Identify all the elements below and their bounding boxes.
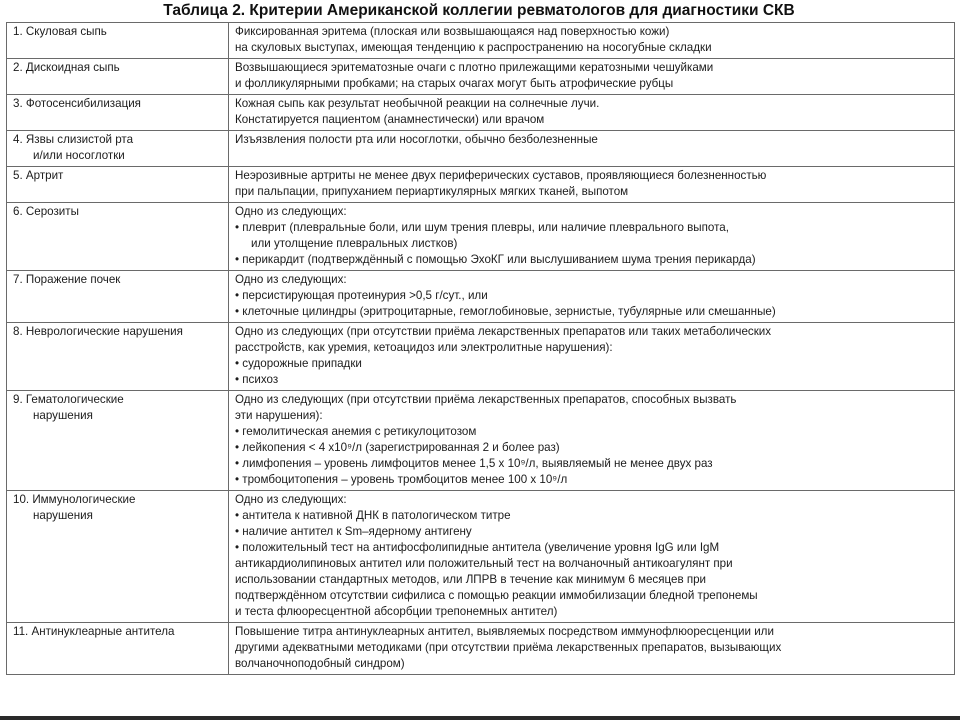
criteria-row: [7, 203, 955, 271]
criterion-description-line: • клеточные цилиндры (эритроцитарные, гемоглобиновые, зернистые, тубулярные или смешанные): [235, 305, 776, 318]
criterion-description-cell: [229, 23, 955, 59]
criterion-description-line: Неэрозивные артриты не менее двух периферических суставов, проявляющиеся болезненностью: [235, 169, 767, 182]
criteria-row: [7, 323, 955, 391]
criterion-description-line: • положительный тест на антифосфолипидные антитела (увеличение уровня IgG или IgM: [235, 541, 720, 554]
criteria-row: [7, 623, 955, 675]
criteria-row: [7, 491, 955, 623]
criterion-name: 11. Антинуклеарные антитела: [13, 625, 175, 638]
criterion-description-line: или утолщение плевральных листков): [251, 237, 458, 250]
criterion-description-line: • лимфопения – уровень лимфоцитов менее 1,5 x 10⁹/л, выявляемый не менее двух раз: [235, 457, 713, 470]
criterion-description-line: Констатируется пациентом (анамнестически) или врачом: [235, 113, 545, 126]
criterion-name: 3. Фотосенсибилизация: [13, 97, 141, 110]
criterion-name: и/или носоглотки: [33, 149, 125, 162]
criterion-description-line: Одно из следующих:: [235, 205, 347, 218]
criterion-description-line: и теста флюоресцентной абсорбции трепонемных антител): [235, 605, 558, 618]
criterion-description-line: Изъязвления полости рта или носоглотки, обычно безболезненные: [235, 133, 598, 146]
criterion-description-line: Кожная сыпь как результат необычной реакции на солнечные лучи.: [235, 97, 600, 110]
criterion-name: 5. Артрит: [13, 169, 64, 182]
criterion-description-cell: [229, 323, 955, 391]
criterion-name-cell: [7, 623, 229, 675]
criterion-description-line: Одно из следующих:: [235, 493, 347, 506]
criterion-description-line: • гемолитическая анемия с ретикулоцитозом: [235, 425, 477, 438]
criterion-name-cell: [7, 131, 229, 167]
criteria-row: [7, 131, 955, 167]
criterion-description-cell: [229, 491, 955, 623]
criterion-description-line: и фолликулярными пробками; на старых очагах могут быть атрофические рубцы: [235, 77, 674, 90]
criterion-description-line: на скуловых выступах, имеющая тенденцию к распространению на носогубные складки: [235, 41, 712, 54]
criteria-row: [7, 23, 955, 59]
criteria-row: [7, 59, 955, 95]
criterion-name: 7. Поражение почек: [13, 273, 121, 286]
criterion-description-line: подтверждённом отсутствии сифилиса с помощью реакции иммобилизации бледной трепонемы: [235, 589, 758, 602]
criterion-name-cell: [7, 95, 229, 131]
bottom-border: [0, 716, 960, 720]
criterion-description-line: • наличие антител к Sm–ядерному антигену: [235, 525, 472, 538]
criterion-name: 8. Неврологические нарушения: [13, 325, 183, 338]
criterion-description-line: • психоз: [235, 373, 279, 386]
criterion-description-cell: [229, 167, 955, 203]
criterion-description-line: волчаночноподобный синдром): [235, 657, 405, 670]
criterion-description-cell: [229, 131, 955, 167]
criteria-table-body: [7, 23, 955, 675]
criteria-row: [7, 391, 955, 491]
criteria-table: [6, 22, 955, 675]
criterion-description-line: • плеврит (плевральные боли, или шум трения плевры, или наличие плеврального выпота,: [235, 221, 729, 234]
criterion-name: 10. Иммунологические: [13, 493, 136, 506]
criterion-name: нарушения: [33, 509, 93, 522]
criterion-name-cell: [7, 59, 229, 95]
criterion-description-line: расстройств, как уремия, кетоацидоз или электролитные нарушения):: [235, 341, 613, 354]
criterion-description-line: эти нарушения):: [235, 409, 323, 422]
criterion-description-cell: [229, 95, 955, 131]
criterion-description-line: Одно из следующих:: [235, 273, 347, 286]
criterion-description-cell: [229, 203, 955, 271]
criterion-name-cell: [7, 203, 229, 271]
criteria-row: [7, 95, 955, 131]
criterion-name: 1. Скуловая сыпь: [13, 25, 107, 38]
criterion-name-cell: [7, 391, 229, 491]
criterion-description-cell: [229, 391, 955, 491]
criterion-description-line: • персистирующая протеинурия >0,5 г/сут., или: [235, 289, 488, 302]
criterion-name-cell: [7, 491, 229, 623]
criterion-description-line: антикардиолипиновых антител или положительный тест на волчаночный антикоагулянт при: [235, 557, 733, 570]
criterion-description-line: Одно из следующих (при отсутствии приёма лекарственных препаратов или таких метаболических: [235, 325, 772, 338]
criterion-description-line: • тромбоцитопения – уровень тромбоцитов менее 100 x 10⁹/л: [235, 473, 568, 486]
criterion-description-line: • судорожные припадки: [235, 357, 362, 370]
criterion-description-line: Одно из следующих (при отсутствии приёма лекарственных препаратов, способных вызвать: [235, 393, 737, 406]
criterion-description-cell: [229, 623, 955, 675]
criteria-row: [7, 167, 955, 203]
criterion-description-line: Фиксированная эритема (плоская или возвышающаяся над поверхностью кожи): [235, 25, 670, 38]
table-title: Таблица 2. Критерии Американской коллегии ревматологов для диагностики СКВ: [163, 2, 795, 19]
criterion-description-line: • лейкопения < 4 x10⁹/л (зарегистрированная 2 и более раз): [235, 441, 560, 454]
criterion-description-line: Повышение титра антинуклеарных антител, выявляемых посредством иммунофлюоресценции или: [235, 625, 774, 638]
criterion-description-cell: [229, 271, 955, 323]
criterion-name: 9. Гематологические: [13, 393, 124, 406]
criterion-name: 2. Дискоидная сыпь: [13, 61, 120, 74]
criterion-description-line: Возвышающиеся эритематозные очаги с плотно прилежащими кератозными чешуйками: [235, 61, 714, 74]
criterion-description-line: • перикардит (подтверждённый с помощью ЭхоКГ или выслушиванием шума трения перикарда): [235, 253, 756, 266]
criterion-description-line: • антитела к нативной ДНК в патологическом титре: [235, 509, 511, 522]
criterion-name-cell: [7, 23, 229, 59]
criterion-name: нарушения: [33, 409, 93, 422]
criterion-name: 6. Серозиты: [13, 205, 79, 218]
criterion-name-cell: [7, 323, 229, 391]
criterion-name-cell: [7, 167, 229, 203]
criterion-description-line: использовании стандартных методов, или ЛПРВ в течение как минимум 6 месяцев при: [235, 573, 707, 586]
criterion-name-cell: [7, 271, 229, 323]
criterion-description-line: при пальпации, припуханием периартикулярных мягких тканей, выпотом: [235, 185, 629, 198]
criterion-name: 4. Язвы слизистой рта: [13, 133, 134, 146]
criterion-description-cell: [229, 59, 955, 95]
criterion-description-line: другими адекватными методиками (при отсутствии приёма лекарственных препаратов, вызывающих: [235, 641, 782, 654]
criteria-row: [7, 271, 955, 323]
